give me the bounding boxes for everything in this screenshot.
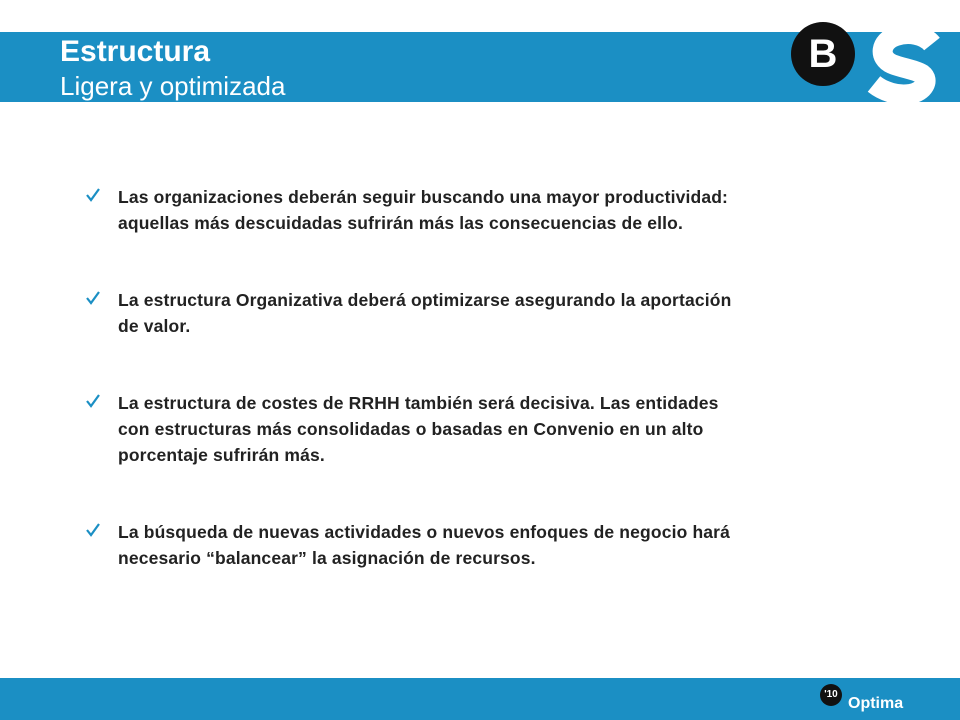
bullet-line: La estructura Organizativa deberá optimizarse asegurando la aportación <box>118 290 732 310</box>
check-icon <box>84 289 102 307</box>
bullet-text <box>118 184 858 236</box>
footer-badge: '10 <box>820 684 842 706</box>
bullet-line: de valor. <box>118 316 191 336</box>
bullet-line: necesario “balancear” la asignación de recursos. <box>118 548 536 568</box>
footer-band <box>0 678 960 720</box>
bullet-line: con estructuras más consolidadas o basadas en Convenio en un alto <box>118 419 704 439</box>
check-icon <box>84 521 102 539</box>
bullet-line: Las organizaciones deberán seguir buscando una mayor productividad: <box>118 187 729 207</box>
bullet-line: La estructura de costes de RRHH también será decisiva. Las entidades <box>118 393 719 413</box>
page-title: Estructura <box>60 35 211 68</box>
bullet-text <box>118 519 858 571</box>
bullet-line: La búsqueda de nuevas actividades o nuevos enfoques de negocio hará <box>118 522 731 542</box>
check-icon <box>84 186 102 204</box>
brand-logo-b: B <box>791 22 855 86</box>
check-icon <box>84 392 102 410</box>
footer-brand: Optima <box>848 695 904 712</box>
bullet-text <box>118 287 858 339</box>
page-subtitle: Ligera y optimizada <box>60 71 286 101</box>
bullet-line: aquellas más descuidadas sufrirán más las consecuencias de ello. <box>118 213 683 233</box>
bullet-line: porcentaje sufrirán más. <box>118 445 325 465</box>
bullet-text <box>118 390 858 468</box>
